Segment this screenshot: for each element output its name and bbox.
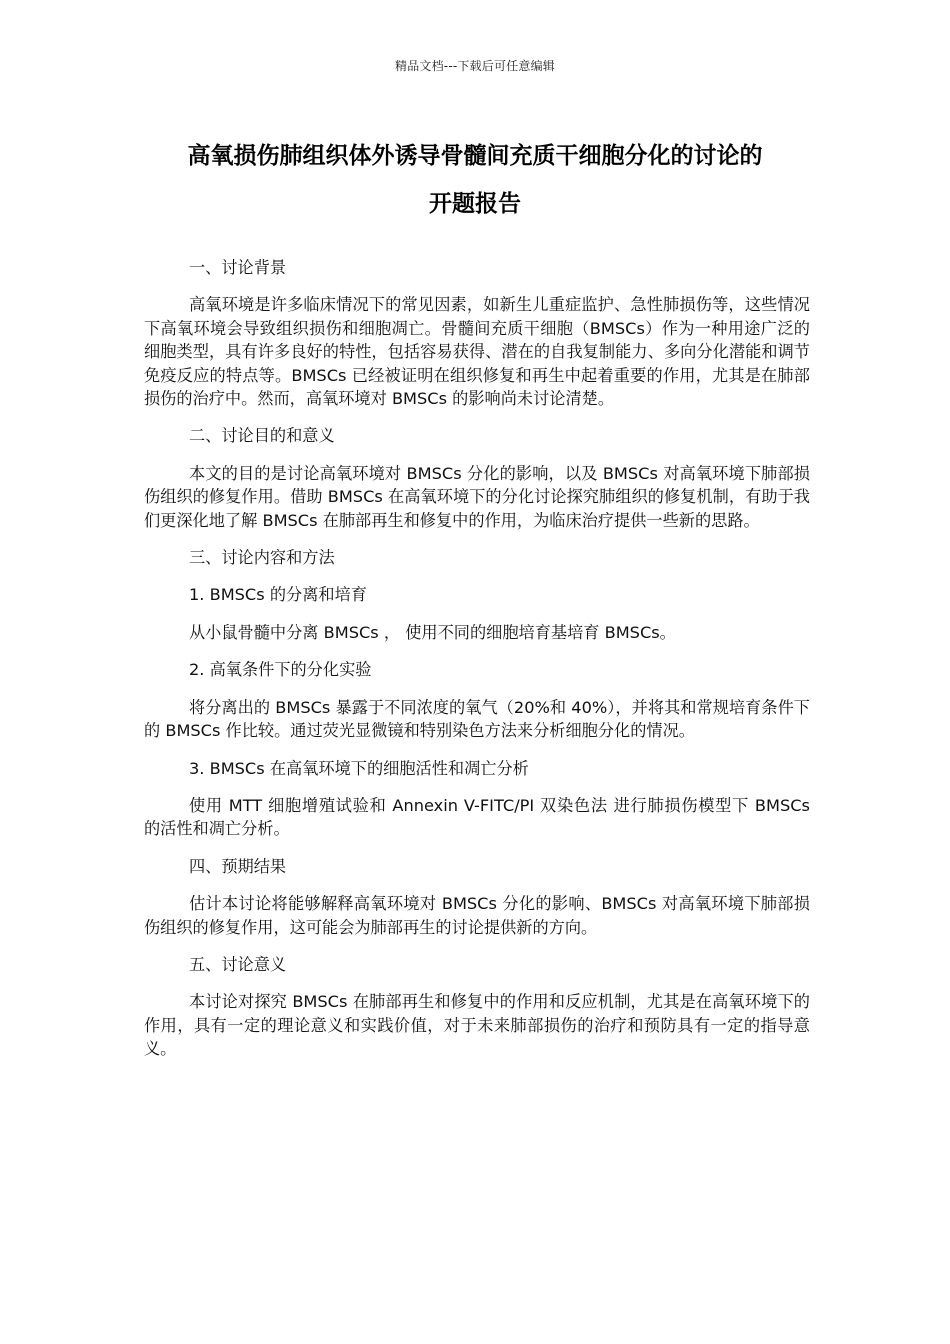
header-note: 精品文档---下载后可任意编辑 xyxy=(395,59,555,73)
paragraph-purpose: 本文的目的是讨论高氧环境对 BMSCs 分化的影响，以及 BMSCs 对高氧环境下肺部损伤组织的修复作用。借助 BMSCs 在高氧环境下的分化讨论探究肺组织的修复机制，有助于我们更深化地了解 BMSCs 在肺部再生和修复中的作用，为临床治疗提供一些新的思路。 xyxy=(144,463,810,530)
section-heading-significance: 五、讨论意义 xyxy=(189,954,287,974)
subheading-viability-apoptosis: 3. BMSCs 在高氧环境下的细胞活性和凋亡分析 xyxy=(189,758,529,778)
paragraph-isolation: 从小鼠骨髓中分离 BMSCs ， 使用不同的细胞培育基培育 BMSCs。 xyxy=(189,622,676,642)
section-heading-background: 一、讨论背景 xyxy=(189,258,287,277)
paragraph-expected-results: 估计本讨论将能够解释高氧环境对 BMSCs 分化的影响、BMSCs 对高氧环境下肺部损伤组织的修复作用，这可能会为肺部再生的讨论提供新的方向。 xyxy=(144,894,810,937)
paragraph-hyperoxia-experiment: 将分离出的 BMSCs 暴露于不同浓度的氧气（20%和 40%），并将其和常规培育条件下的 BMSCs 作比较。通过荧光显微镜和特别染色方法来分析细胞分化的情况。 xyxy=(144,697,810,741)
title-line-2: 开题报告 xyxy=(429,191,521,217)
section-heading-methods: 三、讨论内容和方法 xyxy=(189,548,335,568)
section-heading-expected-results: 四、预期结果 xyxy=(189,856,287,876)
paragraph-background: 高氧环境是许多临床情况下的常见因素，如新生儿重症监护、急性肺损伤等，这些情况下高氧环境会导致组织损伤和细胞凋亡。骨髓间充质干细胞（BMSCs）作为一种用途广泛的细胞类型，具有许多良好的特性，包括容易获得、潜在的自我复制能力、多向分化潜能和调节免疫反应的特点等。BMSCs 已经被证明在组织修复和再生中起着重要的作用，尤其是在肺部损伤的治疗中。然而，高氧环境对 BMSCs 的影响尚未讨论清楚。 xyxy=(144,295,810,409)
subheading-isolation: 1. BMSCs 的分离和培育 xyxy=(189,585,367,605)
paragraph-viability-apoptosis: 使用 MTT 细胞增殖试验和 Annexin V-FITC/PI 双染色法 进行肺损伤模型下 BMSCs 的活性和凋亡分析。 xyxy=(144,795,810,839)
document-body xyxy=(144,256,810,1075)
section-heading-purpose: 二、讨论目的和意义 xyxy=(189,426,335,446)
document-title xyxy=(100,132,850,228)
subheading-hyperoxia-experiment: 2. 高氧条件下的分化实验 xyxy=(189,660,372,680)
title-line-1: 高氧损伤肺组织体外诱导骨髓间充质干细胞分化的讨论的 xyxy=(187,143,763,169)
paragraph-significance: 本讨论对探究 BMSCs 在肺部再生和修复中的作用和反应机制，尤其是在高氧环境下的作用，具有一定的理论意义和实践价值，对于未来肺部损伤的治疗和预防具有一定的指导意义。 xyxy=(144,992,810,1059)
